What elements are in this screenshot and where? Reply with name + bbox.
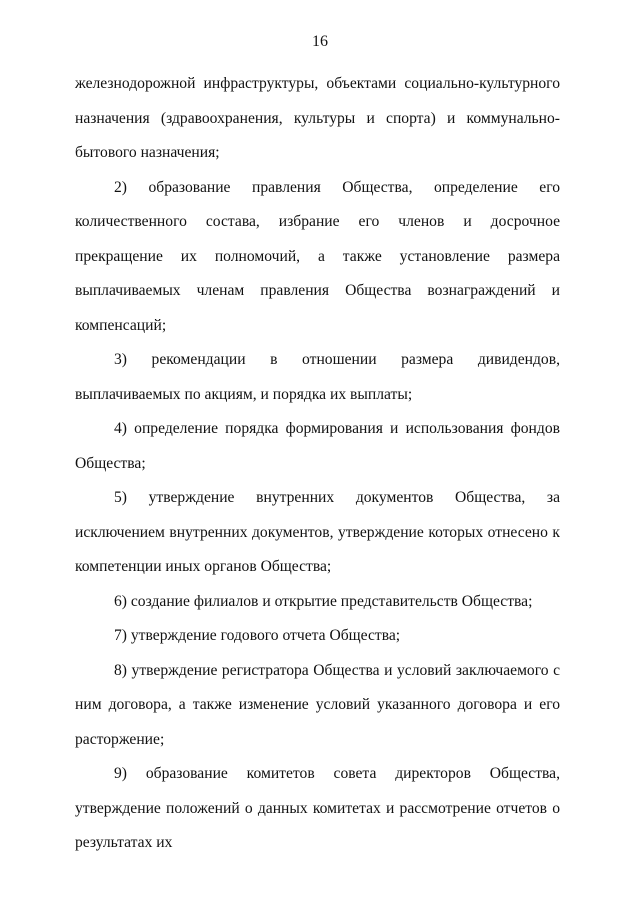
paragraph-item-8: 8) утверждение регистратора Общества и условий заключаемого с ним договора, а также изменение условий указанного договора и его расторжение; bbox=[75, 661, 560, 748]
paragraph-continuation: железнодорожной инфраструктуры, объектами социально-культурного назначения (здравоохранения, культуры и спорта) и коммунально-бытового назначения; bbox=[75, 75, 560, 161]
page-number: 16 bbox=[312, 33, 328, 50]
document-body bbox=[75, 67, 560, 861]
paragraph-item-4: 4) определение порядка формирования и использования фондов Общества; bbox=[75, 420, 560, 472]
paragraph-item-5: 5) утверждение внутренних документов Общества, за исключением внутренних документов, утверждение которых отнесено к компетенции иных органов Общества; bbox=[75, 489, 560, 575]
paragraph-item-9: 9) образование комитетов совета директоров Общества, утверждение положений о данных комитетах и рассмотрение отчетов о результатах их bbox=[75, 765, 560, 851]
paragraph-item-2: 2) образование правления Общества, определение его количественного состава, избрание его членов и досрочное прекращение их полномочий, а также установление размера выплачиваемых членам правления Общества вознаграждений и компенсаций; bbox=[75, 178, 560, 334]
paragraph-item-6: 6) создание филиалов и открытие представительств Общества; bbox=[114, 592, 533, 610]
paragraph-item-3: 3) рекомендации в отношении размера дивидендов, выплачиваемых по акциям, и порядка их выплаты; bbox=[75, 351, 560, 403]
paragraph-item-7: 7) утверждение годового отчета Общества; bbox=[114, 627, 401, 644]
